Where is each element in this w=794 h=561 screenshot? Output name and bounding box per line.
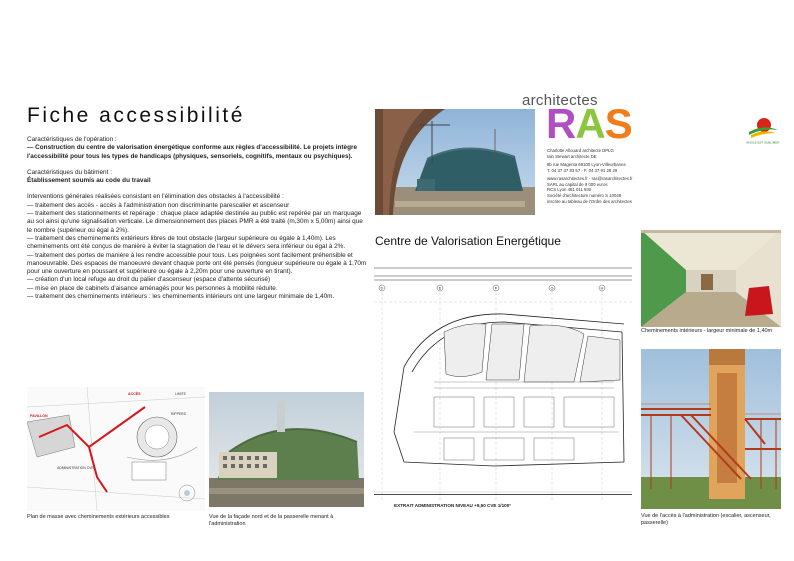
exterior-photo [375,109,535,215]
brand-letter-r: R [546,100,576,147]
site-plan-caption: Plan de masse avec cheminements extérieurs accessibles [27,514,170,520]
contact-line: www.rasarchitectes.fr · ras@rasarchitectes.fr [547,175,633,181]
operation-text: — Construction du centre de valorisation énergétique conforme aux règles d'accessibilité. Le projets intègre l'accessibilité pour tous les types de handicaps (physiques, sensoriels, cognitifs, mentaux ou psychiques). [27,144,358,160]
intervention-item: — traitement des stationnements et repérage : chaque place adaptée destinée au public est repérée par un marquage au sol ainsi qu'une signalisation verticale. Le dimensionnement des places PMR a été traité (m,30m x 5,00m) ainsi que le nombre (supérieur ou égal à 2%). [27,210,363,234]
contact-line: SARL au capital de 9 000 euros [547,181,608,187]
floor-plan [374,262,632,514]
badge-text: ENGLE EST SUBLIMER [746,140,780,145]
site-label-acces: ACCÈS [128,392,141,396]
axis-label: E [438,285,442,291]
brand-architectes: architectes [522,92,598,109]
axis-label: D [380,285,384,291]
contact-line: Société d'architecture numéro S 10048 [547,193,622,199]
site-plan [27,387,205,511]
brand-logo [546,100,632,147]
corridor-photo [641,230,781,327]
facade-caption: Vue de la façade nord et de la passerelle menant à l'administration [209,514,334,527]
brand-letter-a: A [575,100,605,147]
contact-line: inscrite au tableau de l'Ordre des architectes [547,199,632,205]
contact-line: T. 04 37 37 83 57 · F. 04 37 91 28 29 [547,167,618,173]
intervention-item: — traitement des accès - accès à l'administration non discriminante parescalier et ascenseur [27,201,290,209]
intervention-item: — traitement des cheminements extérieurs libres de tout obstacle (largeur supérieure ou égale à 1,40m). Les cheminements ont été conçus de manière à éviter la stagnation de l'eau et le dévers sera inférieur ou égal à 2%. [27,234,346,251]
site-label-rippers: RIPPERS [171,412,186,416]
access-caption: Vue de l'accès à l'administration (escalier, ascenseur, passerelle) [641,513,771,526]
site-label-limite: LIMITE [175,392,186,396]
contact-block [547,148,667,205]
section-title: Centre de Valorisation Energétique [375,234,561,248]
page-title: Fiche accessibilité [27,104,245,127]
intervention-item: — traitement des portes de manière à les rendre accessible pour tous. Les poignées sont facilement préhensible et manoeuvrable. Des espaces de manoeuvre devant chaque porte ont été pensés (longueur supérieure ou égale à 1,70m pour une ouverture en poussant et supérieure ou égale à 2,20m pour une ouverture en tirant). [27,251,367,276]
operation-heading: Caractéristiques de l'opération : [27,136,117,143]
building-text: Établissement soumis au code du travail [27,177,151,185]
intervention-item: — mise en place de cabinets d'aisance aménagés pour les personnes à mobilité réduite. [27,284,278,292]
intervention-item: — création d'un local refuge au droit du palier d'ascenseur (espace d'attente sécurisé) [27,276,271,284]
description-text [27,136,367,301]
contact-line: 8b rue Magenta 69100 Lyon-Villeurbanne [547,161,626,167]
axis-label: H [600,285,604,291]
interventions-heading: Interventions générales réalisées consistant en l'élimination des obstacles à l'accessibilité : [27,193,284,201]
brand-letter-s: S [604,100,632,147]
plan-caption: EXTRAIT ADMINISTRATION NIVEAU +9,50 CVE 1/100° [394,503,512,508]
building-heading: Caractéristiques du bâtiment : [27,168,112,176]
intervention-item: — traitement des cheminements intérieurs : les cheminements intérieurs ont une largeur minimale de 1,40m. [27,293,335,301]
corridor-caption: Cheminements intérieurs - largeur minimale de 1,40m [641,328,773,334]
site-label-admin: ADMINISTRATION CVE [57,466,94,470]
contact-line: RCS Lyon 481 011 930 [547,187,592,193]
axis-label: F [494,285,498,291]
facade-photo [209,392,364,507]
site-label-pavillon: PAVILLON [30,414,48,418]
contact-line: Charlotte Allouard architecte DPLG [547,148,614,153]
access-photo [641,349,781,509]
axis-label: G [550,285,554,291]
client-badge [745,115,781,145]
contact-line: Iain Stewart architecte DE [547,153,597,159]
